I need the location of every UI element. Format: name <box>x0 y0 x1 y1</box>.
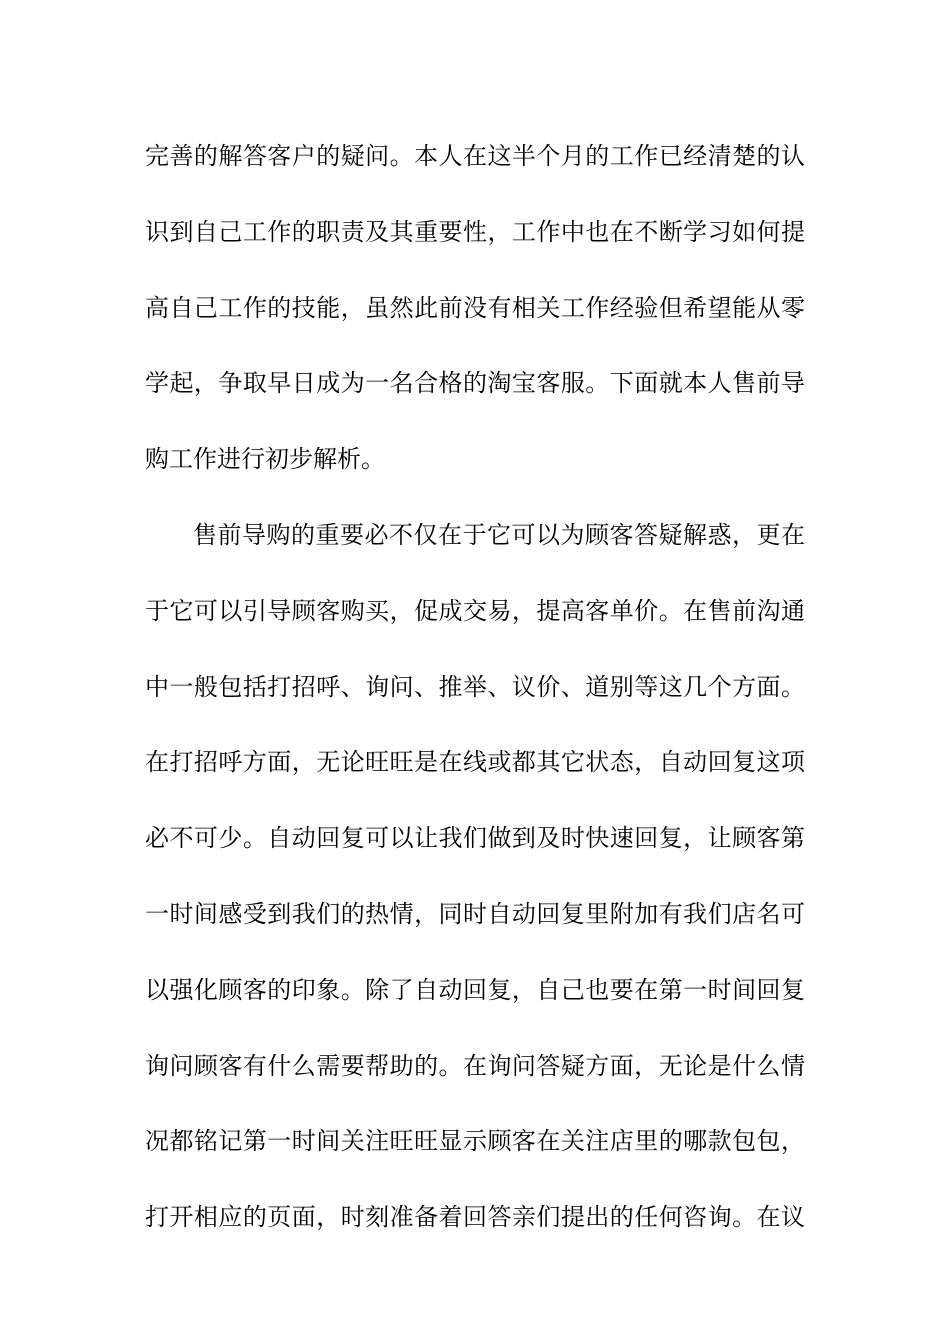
text-line: 高自己工作的技能，虽然此前没有相关工作经验但希望能从零 <box>145 293 805 322</box>
text-line: 售前导购的重要必不仅在于它可以为顾客答疑解惑，更在 <box>193 520 805 549</box>
text-line: 询问顾客有什么需要帮助的。在询问答疑方面，无论是什么情 <box>145 1051 805 1080</box>
text-line: 于它可以引导顾客购买，促成交易，提高客单价。在售前沟通 <box>145 596 805 625</box>
text-line: 学起，争取早日成为一名合格的淘宝客服。下面就本人售前导 <box>145 369 805 398</box>
text-line: 必不可少。自动回复可以让我们做到及时快速回复，让顾客第 <box>145 824 805 853</box>
text-line: 一时间感受到我们的热情，同时自动回复里附加有我们店名可 <box>145 899 805 928</box>
text-line: 中一般包括打招呼、询问、推举、议价、道别等这几个方面。 <box>145 672 805 701</box>
text-line: 完善的解答客户的疑问。本人在这半个月的工作已经清楚的认 <box>145 142 805 170</box>
text-line: 在打招呼方面，无论旺旺是在线或都其它状态，自动回复这项 <box>145 748 805 777</box>
text-line: 况都铭记第一时间关注旺旺显示顾客在关注店里的哪款包包， <box>145 1127 805 1156</box>
text-line: 购工作进行初步解析。 <box>145 445 385 474</box>
body-text <box>145 136 805 1273</box>
text-line: 以强化顾客的印象。除了自动回复，自己也要在第一时间回复 <box>145 975 805 1004</box>
text-line: 打开相应的页面，时刻准备着回答亲们提出的任何咨询。在议 <box>145 1203 805 1232</box>
text-line: 识到自己工作的职责及其重要性，工作中也在不断学习如何提 <box>145 217 805 246</box>
